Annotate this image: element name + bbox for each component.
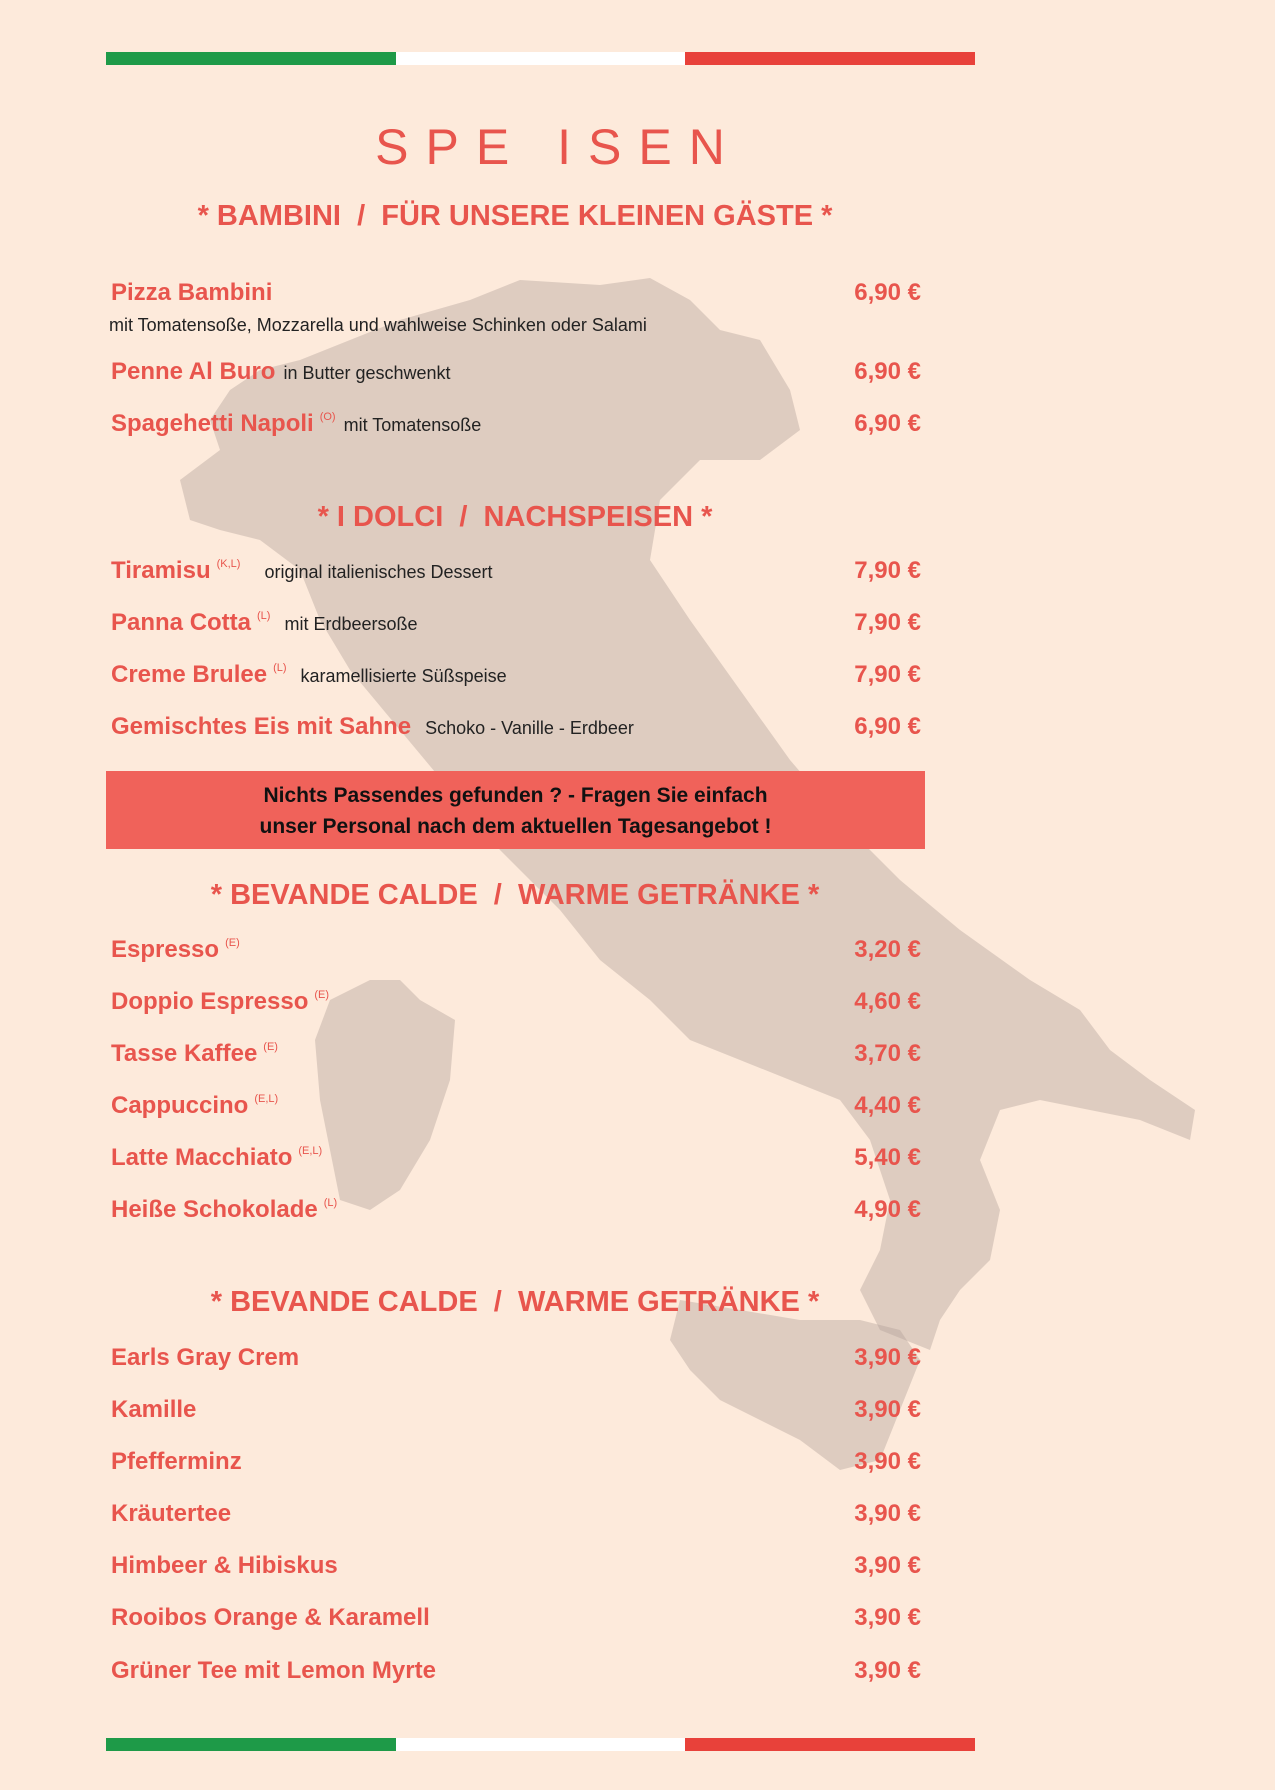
menu-item-cappuccino [111,1092,921,1124]
item-price: 7,90 € [854,661,921,688]
allergen-code: (E,L) [298,1145,323,1157]
pizza-bambini-description: mit Tomatensoße, Mozzarella und wahlweise Schinken oder Salami [109,315,647,335]
item-name: Penne Al Buro [111,358,276,385]
item-name: Kräutertee [111,1500,232,1527]
item-description: original italienisches Dessert [264,562,493,582]
italian-flag-stripe-top [106,52,975,65]
item-price: 4,40 € [854,1092,921,1119]
item-price: 4,90 € [854,1196,921,1223]
item-price: 3,90 € [854,1500,921,1527]
menu-item-tea [111,1552,921,1584]
item-name: Pizza Bambini [111,279,273,306]
item-price: 7,90 € [854,557,921,584]
menu-item-spaghetti-napoli [111,410,921,442]
allergen-code: (L) [323,1197,338,1209]
menu-item-espresso [111,936,921,968]
item-name: Panna Cotta [111,609,252,636]
section-heading-tea: * BEVANDE CALDE / WARME GETRÄNKE * [210,1286,820,1318]
menu-item-panna-cotta [111,609,921,641]
menu-item-doppio-espresso [111,988,921,1020]
item-description: mit Erdbeersoße [284,614,418,634]
item-price: 4,60 € [854,988,921,1015]
item-name: Cappuccino [111,1092,249,1119]
item-name: Rooibos Orange & Karamell [111,1604,430,1631]
allergen-code: (E) [263,1041,278,1053]
item-name: Tiramisu [111,557,211,584]
allergen-code: (E,L) [254,1093,279,1105]
menu-item-tasse-kaffee [111,1040,921,1072]
item-price: 5,40 € [854,1144,921,1171]
item-price: 3,90 € [854,1448,921,1475]
section-heading-bambini: * BAMBINI / FÜR UNSERE KLEINEN GÄSTE * [197,200,833,232]
item-price: 6,90 € [854,713,921,740]
item-name: Creme Brulee [111,661,268,688]
item-price: 7,90 € [854,609,921,636]
item-name: Latte Macchiato [111,1144,293,1171]
allergen-code: (E) [225,937,240,949]
item-name: Espresso [111,936,220,963]
item-price: 3,90 € [854,1396,921,1423]
menu-item-tea [111,1396,921,1428]
item-name: Doppio Espresso [111,988,309,1015]
menu-item-tea [111,1500,921,1532]
menu-item-gemischtes-eis [111,713,921,745]
item-price: 3,20 € [854,936,921,963]
item-name: Spagehetti Napoli [111,410,314,437]
section-heading-warm-drinks: * BEVANDE CALDE / WARME GETRÄNKE * [210,879,820,911]
item-price: 3,90 € [854,1657,921,1684]
allergen-code: (L) [273,662,287,674]
daily-offer-notice [106,771,925,849]
item-description: mit Tomatensoße [343,415,482,435]
page-title: SPE ISEN [375,119,742,175]
menu-item-creme-brulee [111,661,921,693]
allergen-code: (L) [257,610,271,622]
item-price: 3,70 € [854,1040,921,1067]
item-name: Himbeer & Hibiskus [111,1552,338,1579]
item-name: Earls Gray Crem [111,1344,300,1371]
notice-line-2: unser Personal nach dem aktuellen Tagesangebot ! [259,815,772,838]
item-price: 3,90 € [854,1552,921,1579]
menu-item-tea [111,1344,921,1376]
item-price: 3,90 € [854,1344,921,1371]
item-name: Pfefferminz [111,1448,242,1475]
allergen-code: (E) [314,989,330,1001]
item-price: 3,90 € [854,1604,921,1631]
menu-item-heisse-schokolade [111,1196,921,1228]
menu-item-penne-al-buro [111,358,921,390]
item-name: Heiße Schokolade [111,1196,318,1223]
item-price: 6,90 € [854,358,921,385]
item-price: 6,90 € [854,279,921,306]
notice-line-1: Nichts Passendes gefunden ? - Fragen Sie einfach [263,784,768,807]
item-description: Schoko - Vanille - Erdbeer [425,718,634,738]
menu-item-tea [111,1448,921,1480]
item-name: Tasse Kaffee [111,1040,258,1067]
menu-item-tiramisu [111,557,921,589]
menu-item-tea [111,1657,921,1689]
allergen-code: (O) [319,411,336,423]
item-name: Grüner Tee mit Lemon Myrte [111,1657,436,1684]
sicily-shape [670,1300,920,1470]
item-price: 6,90 € [854,410,921,437]
allergen-code: (K,L) [216,558,241,570]
section-heading-dolci: * I DOLCI / NACHSPEISEN * [317,501,713,533]
menu-item-latte-macchiato [111,1144,921,1176]
item-description: karamellisierte Süßspeise [300,666,507,686]
menu-item-pizza-bambini [111,279,921,311]
item-name: Gemischtes Eis mit Sahne [111,713,412,740]
item-description: in Butter geschwenkt [283,363,451,383]
item-name: Kamille [111,1396,197,1423]
menu-item-tea [111,1604,921,1636]
italian-flag-stripe-bottom [106,1738,975,1751]
